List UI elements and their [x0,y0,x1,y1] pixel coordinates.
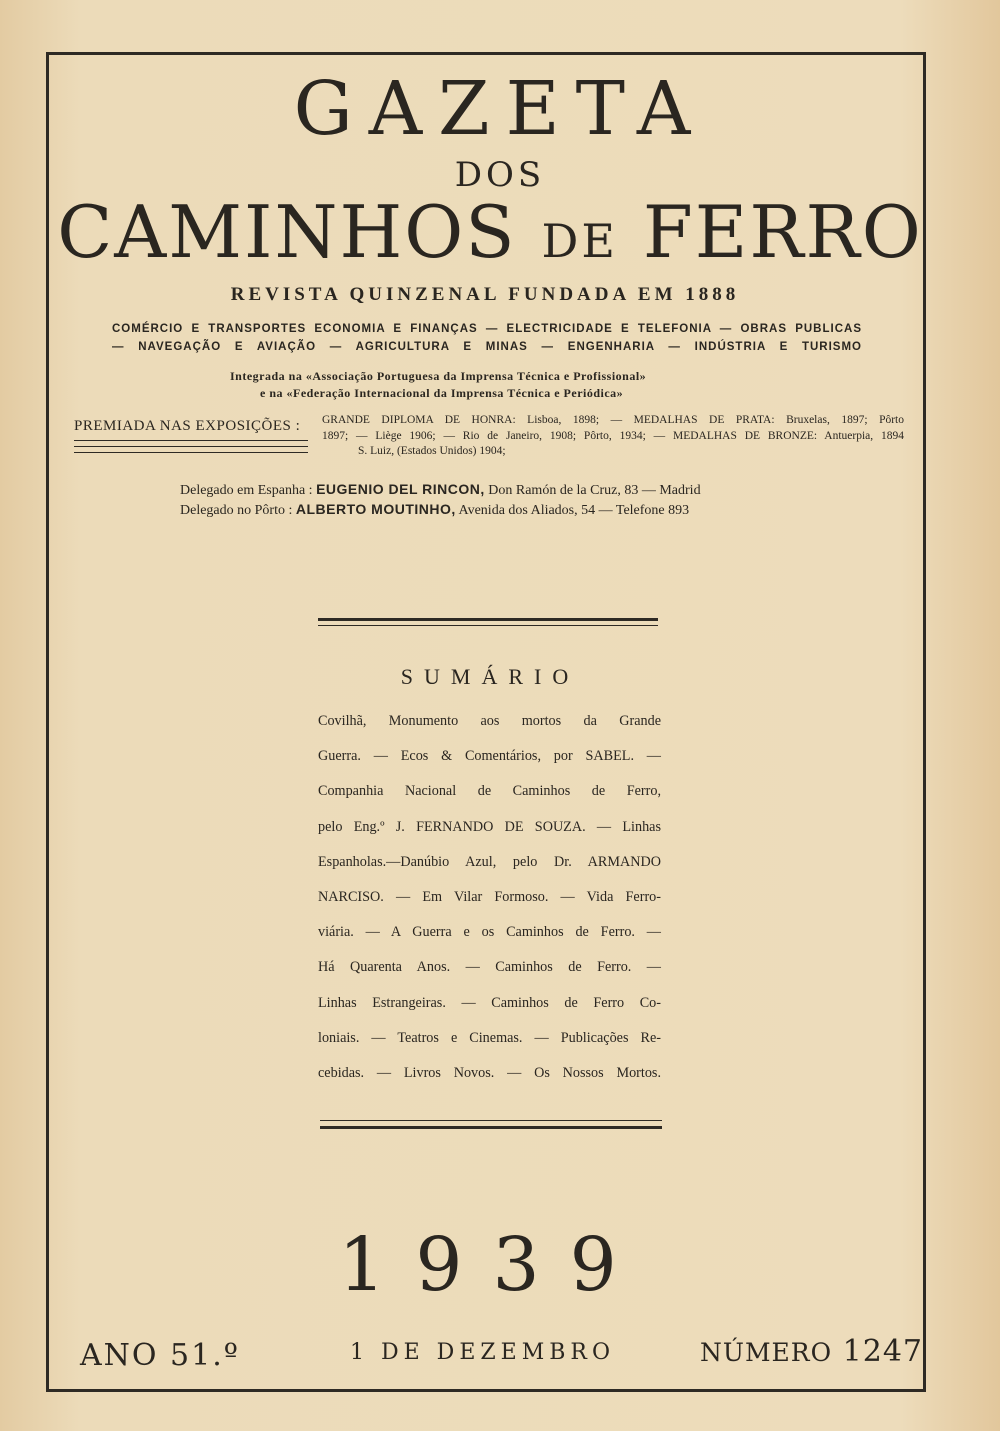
awards-line-2: 1897; — Liège 1906; — Rio de Janeiro, 1908; Pôrto, 1934; — MEDALHAS DE BRONZE: Antuerpia, 1894 [322,429,904,442]
summary-line: loniais. — Teatros e Cinemas. — Publicações Re- [318,1029,661,1046]
delegate-spain-name: EUGENIO DEL RINCON, [316,481,485,497]
masthead-caminhos-de-ferro [0,190,980,274]
summary-line: cebidas. — Livros Novos. — Os Nossos Mortos. [318,1065,661,1082]
awards-rule [74,452,308,453]
integrada-line-1: Integrada na «Associação Portuguesa da Imprensa Técnica e Profissional» [230,369,647,383]
divider-top-thick [318,618,658,621]
delegate-porto-label: Delegado no Pôrto : [180,503,293,518]
delegate-spain-address: Don Ramón de la Cruz, 83 — Madrid [488,483,701,498]
divider-bottom-thick [320,1126,662,1129]
delegate-spain-label: Delegado em Espanha : [180,483,313,498]
awards-rule [74,446,308,447]
awards-label: PREMIADA NAS EXPOSIÇÕES : [74,418,301,434]
delegate-porto-address: Avenida dos Aliados, 54 — Telefone 893 [458,503,690,518]
summary-line: Linhas Estrangeiras. — Caminhos de Ferro Co- [318,994,661,1011]
masthead-caminhos: CAMINHOS [57,190,517,274]
summary-line: Espanholas.—Danúbio Azul, pelo Dr. ARMANDO [318,853,661,870]
masthead-dos: DOS [454,155,546,195]
delegates [180,480,820,520]
summary-body [318,704,661,1091]
issue-volume: ANO 51.º [80,1338,240,1373]
delegate-spain [180,480,820,500]
issue-number-label: NÚMERO [700,1338,833,1367]
topics-list [112,320,862,356]
summary-line: Guerra. — Ecos & Comentários, por SABEL. — [318,748,661,765]
summary-line: NARCISO. — Em Vilar Formoso. — Vida Ferro- [318,889,661,906]
topics-line-2: — NAVEGAÇÃO E AVIAÇÃO — AGRICULTURA E MINAS — ENGENHARIA — INDÚSTRIA E TURISMO [112,341,862,353]
association-membership [230,368,790,402]
issue-date: 1 DE DEZEMBRO [350,1340,616,1365]
summary-line: Há Quarenta Anos. — Caminhos de Ferro. — [318,959,661,976]
divider-bottom-thin [320,1120,662,1121]
awards-line-1: GRANDE DIPLOMA DE HONRA: Lisboa, 1898; — MEDALHAS DE PRATA: Bruxelas, 1897; Pôrto [322,414,904,426]
summary-line: viária. — A Guerra e os Caminhos de Ferro. — [318,924,661,941]
issue-year: 1939 [338,1222,647,1308]
awards-rule [74,440,308,441]
issue-number-value: 1247 [842,1334,924,1369]
summary-line: Covilhã, Monumento aos mortos da Grande [318,713,661,729]
delegate-porto-name: ALBERTO MOUTINHO, [295,501,456,517]
delegate-porto [180,500,820,520]
integrada-line-2: e na «Federação Internacional da Imprensa Técnica e Periódica» [260,386,624,400]
topics-line-1: COMÉRCIO E TRANSPORTES ECONOMIA E FINANÇAS — ELECTRICIDADE E TELEFONIA — OBRAS PUBLICAS [112,323,862,335]
masthead-gazeta: GAZETA [293,66,707,152]
masthead-de: DE [541,214,618,268]
issue-number [700,1334,923,1369]
summary-title: SUMÁRIO [400,664,580,689]
masthead-subtitle: REVISTA QUINZENAL FUNDADA EM 1888 [230,284,740,305]
summary-line: Companhia Nacional de Caminhos de Ferro, [318,783,661,800]
awards-line-3: S. Luiz, (Estados Unidos) 1904; [358,445,506,457]
summary-line: pelo Eng.º J. FERNANDO DE SOUZA. — Linhas [318,818,661,835]
divider-top-thin [318,625,658,626]
awards-list [322,413,904,460]
masthead-ferro: FERRO [642,190,923,274]
